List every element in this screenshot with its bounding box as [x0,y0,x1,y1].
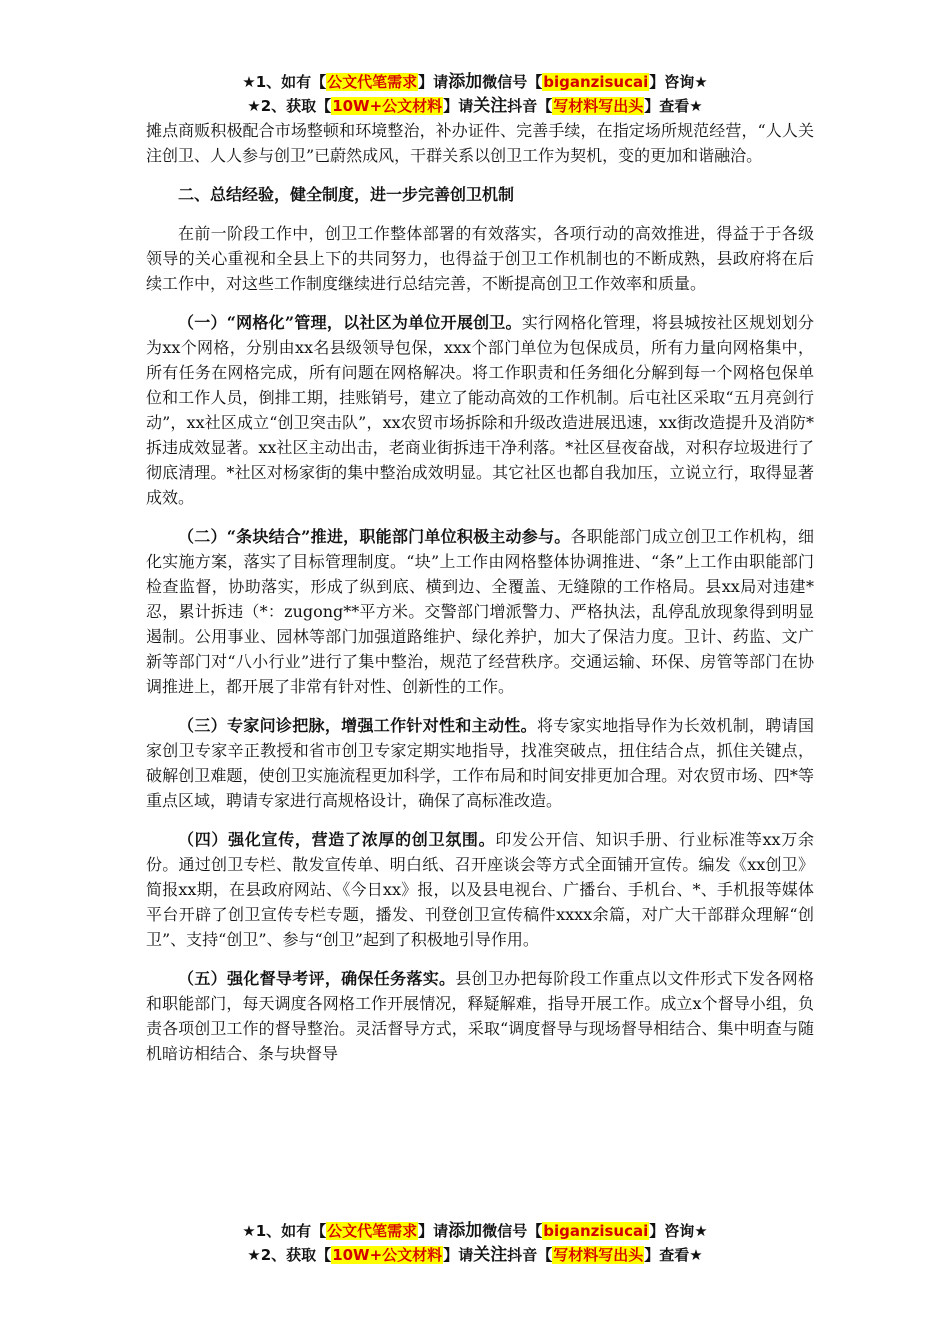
highlight-douyin-id: 写材料写出头 [553,97,644,115]
subsection-3 [146,713,814,813]
subsection-2-title: （二）“条块结合”推进，职能部门单位积极主动参与。 [178,527,571,546]
document-body [146,118,814,1080]
section-heading: 二、总结经验，健全制度，进一步完善创卫机制 [178,185,515,204]
highlight-wechat-id: biganzisucai [543,73,649,91]
subsection-1 [146,310,814,510]
bottom-banner [0,1219,950,1267]
subsection-4 [146,827,814,952]
subsection-1-body: 实行网格化管理，将县城按社区规划划分为xx个网格，分别由xx名县级领导包保，xxx个部门单位为包保成员，所有力量向网格集中，所有任务在网格完成，所有问题在网格解决。将工作职责和任务细化分解到每一个网格包保单位和工作人员，倒排工期，挂账销号，建立了能动高效的工作机制。后屯社区采取“五月亮剑行动”，xx社区成立“创卫突击队”，xx农贸市场拆除和升级改造进展迅速，xx街改造提升及消防*拆违成效显著。xx社区主动出击，老商业街拆违干净利落。*社区昼夜奋战，对积存垃圾进行了彻底清理。*社区对杨家街的集中整治成效明显。其它社区也都自我加压，立说立行，取得显著成效。 [146,313,814,507]
subsection-2-body: 各职能部门成立创卫工作机构，细化实施方案，落实了目标管理制度。“块”上工作由网格整体协调推进、“条”上工作由职能部门检查监督，协助落实，形成了纵到底、横到边、全覆盖、无缝隙的工作格局。县xx局对违建*忍，累计拆违（*：zugong**平方米。交警部门增派警力、严格执法，乱停乱放现象得到明显遏制。公用事业、园林等部门加强道路维护、绿化养护，加大了保洁力度。卫计、药监、文广新等部门对“八小行业”进行了集中整治，规范了经营秩序。交通运输、环保、房管等部门在协调推进上，都开展了非常有针对性、创新性的工作。 [146,527,814,696]
subsection-4-title: （四）强化宣传，营造了浓厚的创卫氛围。 [178,830,496,849]
subsection-5-title: （五）强化督导考评，确保任务落实。 [178,969,456,988]
highlight-service: 公文代笔需求 [327,73,418,91]
subsection-3-body: 将专家实地指导作为长效机制，聘请国家创卫专家辛正教授和省市创卫专家定期实地指导，找准突破点，扭住结合点，抓住关键点，破解创卫难题，使创卫实施流程更加科学，工作布局和时间安排更加合理。对农贸市场、四*等重点区域，聘请专家进行高规格设计，确保了高标准改造。 [146,716,814,810]
paragraph-intro: 在前一阶段工作中，创卫工作整体部署的有效落实，各项行动的高效推进，得益于于各级领导的关心重视和全县上下的共同努力，也得益于创卫工作机制也的不断成熟，县政府将在后续工作中，对这些工作制度继续进行总结完善，不断提高创卫工作效率和质量。 [146,224,814,293]
highlight-materials: 10W+公文材料 [332,97,443,115]
banner-line-1: ★1、如有【公文代笔需求】请添加微信号【biganzisucai】咨询★ [242,1221,708,1241]
highlight-service: 公文代笔需求 [327,1222,418,1240]
paragraph-continuation: 摊点商贩积极配合市场整顿和环境整治，补办证件、完善手续，在指定场所规范经营，“人人关注创卫、人人参与创卫”已蔚然成风，干群关系以创卫工作为契机，变的更加和谐融洽。 [146,121,814,165]
banner-line-2: ★2、获取【10W+公文材料】请关注抖音【写材料写出头】查看★ [247,96,703,116]
banner-line-1: ★1、如有【公文代笔需求】请添加微信号【biganzisucai】咨询★ [242,72,708,92]
subsection-3-title: （三）专家问诊把脉，增强工作针对性和主动性。 [178,716,537,735]
highlight-douyin-id: 写材料写出头 [553,1246,644,1264]
highlight-wechat-id: biganzisucai [543,1222,649,1240]
subsection-5-body: 县创卫办把每阶段工作重点以文件形式下发各网格和职能部门，每天调度各网格工作开展情况，释疑解难，指导开展工作。成立x个督导小组，负责各项创卫工作的督导整治。灵活督导方式，采取“调度督导与现场督导相结合、集中明查与随机暗访相结合、条与块督导 [146,969,814,1063]
top-banner [0,70,950,118]
subsection-4-body: 印发公开信、知识手册、行业标准等xx万余份。通过创卫专栏、散发宣传单、明白纸、召开座谈会等方式全面铺开宣传。编发《xx创卫》简报xx期，在县政府网站、《今日xx》报，以及县电视台、广播台、手机台、*、手机报等媒体平台开辟了创卫宣传专栏专题，播发、刊登创卫宣传稿件xxxx余篇，对广大干部群众理解“创卫”、支持“创卫”、参与“创卫”起到了积极地引导作用。 [146,830,814,949]
banner-line-2: ★2、获取【10W+公文材料】请关注抖音【写材料写出头】查看★ [247,1245,703,1265]
subsection-2 [146,524,814,699]
subsection-5 [146,966,814,1066]
highlight-materials: 10W+公文材料 [332,1246,443,1264]
subsection-1-title: （一）“网格化”管理，以社区为单位开展创卫。 [178,313,522,332]
